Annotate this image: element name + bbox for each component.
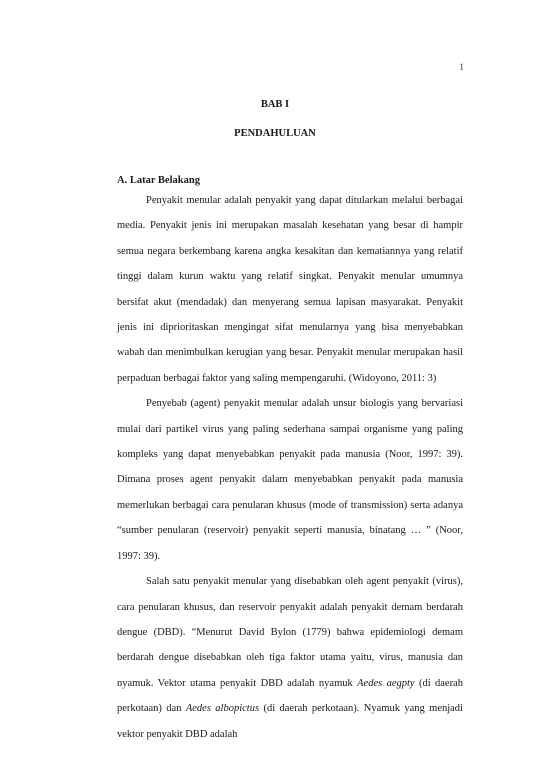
paragraph-2: Penyebab (agent) penyakit menular adalah unsur biologis yang bervariasi mulai dari partikel virus yang paling sederhana sampai organisme yang paling kompleks yang dapat menyebabkan penyakit pada manusia (Noor, 1997: 39). Dimana proses agent penyakit dalam menyebabkan penyakit pada manusia memerlukan berbagai cara penularan khusus (mode of transmission) serta adanya “sumber penularan (reservoir) penyakit seperti manusia, binatang … ” (Noor, 1997: 39). — [117, 398, 463, 562]
page-number: 1 — [459, 63, 464, 73]
paragraph-3-text-c: (di daerah perkotaan). Nyamuk yang menjadi vektor penyakit DBD adalah — [117, 703, 463, 740]
paragraph-3-text-b: (di daerah perkotaan) dan — [117, 677, 463, 715]
species-name-albopictus: Aedes albopictus — [185, 703, 260, 715]
paragraph-1: Penyakit menular adalah penyakit yang dapat ditularkan melalui berbagai media. Penyakit jenis ini merupakan masalah kesehatan yang besar di hampir semua negara berkembang karena angka kesakitan dan kematiannya yang relatif tinggi dalam kurun waktu yang relatif singkat. Penyakit menular umumnya bersifat akut (mendadak) dan menyerang semua lapisan masyarakat. Penyakit jenis ini diprioritaskan mengingat sifat menularnya yang bisa menyebabkan wabah dan menimbulkan kerugian yang besar. Penyakit menular merupakan hasil perpaduan berbagai faktor yang saling mempengaruhi. (Widoyono, 2011: 3) — [117, 195, 463, 384]
chapter-label: BAB I — [260, 99, 290, 110]
species-name-aegypti: Aedes aegpty — [357, 677, 415, 689]
paragraph-3 — [117, 569, 463, 747]
paragraph-3-text-a: Salah satu penyakit menular yang disebabkan oleh agent penyakit (virus), cara penularan khusus, dan reservoir penyakit adalah penyakit demam berdarah dengue (DBD). “Menurut David Bylon (1779) bahwa epidemiologi demam berdarah dengue disebabkan oleh tiga faktor utama yaitu, virus, manusia dan nyamuk. Vektor utama penyakit DBD adalah nyamuk — [117, 576, 463, 689]
section-heading: A. Latar Belakang — [117, 175, 200, 186]
body-text — [117, 188, 463, 747]
chapter-title: PENDAHULUAN — [234, 128, 316, 139]
